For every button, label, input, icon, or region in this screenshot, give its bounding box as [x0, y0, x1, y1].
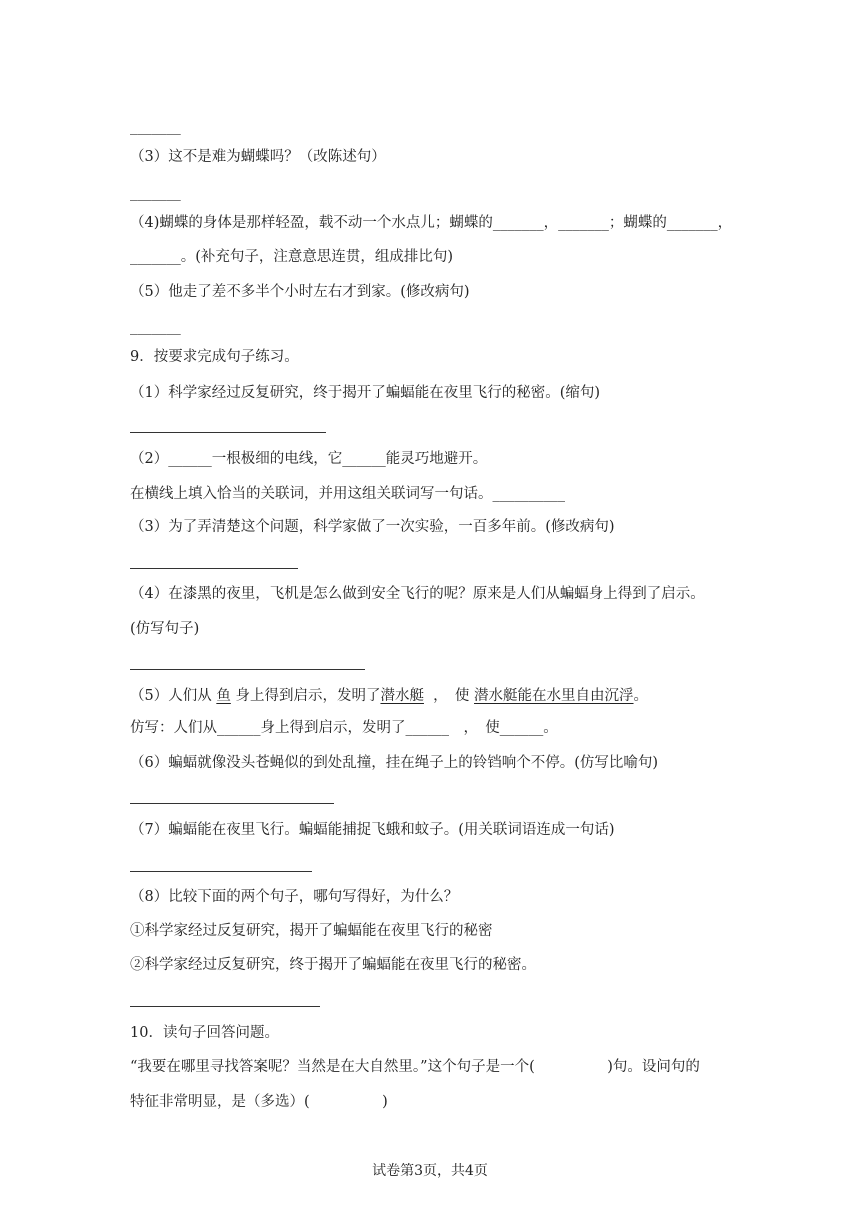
q9-5-result: 潜水艇能在水里自由沉浮: [474, 688, 634, 704]
question-9-8: （8）比较下面的两个句子，哪句写得好，为什么？: [130, 889, 459, 905]
q9-5-submarine: 潜水艇: [380, 688, 424, 704]
q9-5-separator: ， 使: [433, 688, 470, 704]
question-8-4-line1: （4)蝴蝶的身体是那样轻盈，载不动一个水点儿；蝴蝶的_______，_______；蝴蝶的_______，: [130, 215, 733, 231]
answer-line[interactable]: [130, 432, 326, 433]
question-9-1: （1）科学家经过反复研究，终于揭开了蝙蝠能在夜里飞行的秘密。(缩句): [130, 385, 601, 401]
answer-line[interactable]: [130, 803, 334, 804]
page-footer: 试卷第3页，共4页: [372, 1163, 488, 1179]
question-9-8-sentence-1: ①科学家经过反复研究，揭开了蝙蝠能在夜里飞行的秘密: [130, 923, 493, 939]
question-9-3: （3）为了弄清楚这个问题，科学家做了一次实验，一百多年前。(修改病句): [130, 519, 615, 535]
question-9-7: （7）蝙蝠能在夜里飞行。蝙蝠能捕捉飞蛾和蚊子。(用关联词语连成一句话): [130, 822, 615, 838]
question-9-2: （2）______一根极细的电线，它______能灵巧地避开。: [130, 451, 488, 467]
q9-5-middle: 身上得到启示，发明了: [235, 688, 381, 704]
question-10-title: 10．读句子回答问题。: [130, 1025, 279, 1041]
question-9-5: [130, 686, 648, 706]
answer-line[interactable]: [130, 1006, 320, 1007]
question-9-6: （6）蝙蝠就像没头苍蝇似的到处乱撞，挂在绳子上的铃铛响个不停。(仿写比喻句): [130, 755, 659, 771]
question-8-4-line2: _______。(补充句子，注意意思连贯，组成排比句): [130, 249, 454, 265]
q9-5-fish: 鱼: [216, 688, 231, 704]
question-10-line2: 特征非常明显，是（多选）( ): [130, 1094, 388, 1110]
question-9-2-instruction: 在横线上填入恰当的关联词，并用这组关联词写一句话。__________: [130, 486, 565, 502]
answer-blank: _______: [130, 319, 181, 335]
answer-blank: _______: [130, 119, 181, 135]
q9-5-prefix: （5）人们从: [130, 688, 212, 704]
question-9-title: 9．按要求完成句子练习。: [130, 349, 299, 365]
question-10-line1: “我要在哪里寻找答案呢？当然是在大自然里。”这个句子是一个( )句。设问句的: [130, 1059, 700, 1075]
question-9-4-line2: (仿写句子): [130, 621, 200, 637]
answer-line[interactable]: [130, 669, 365, 670]
answer-line[interactable]: [130, 871, 312, 872]
question-9-8-sentence-2: ②科学家经过反复研究，终于揭开了蝙蝠能在夜里飞行的秘密。: [130, 957, 536, 973]
question-9-4-line1: （4）在漆黑的夜里，飞机是怎么做到安全飞行的呢？原来是人们从蝙蝠身上得到了启示。: [130, 586, 705, 602]
question-8-3: （3）这不是难为蝴蝶吗？（改陈述句）: [130, 149, 386, 165]
question-8-5: （5）他走了差不多半个小时左右才到家。(修改病句): [130, 284, 470, 300]
answer-line[interactable]: [130, 568, 298, 569]
q9-5-end: 。: [633, 688, 649, 704]
question-9-5-imitate: 仿写：人们从______身上得到启示，发明了______ ， 使______。: [130, 720, 558, 736]
answer-blank: _______: [130, 185, 181, 201]
